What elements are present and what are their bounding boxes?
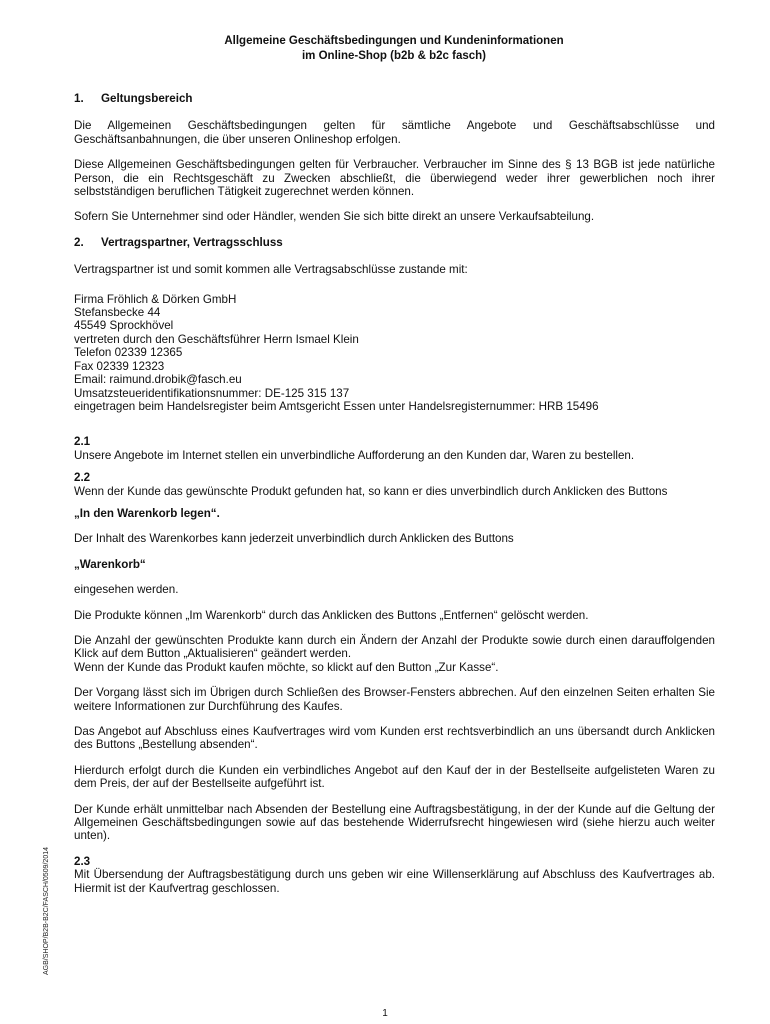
section-1-paragraph-3: Sofern Sie Unternehmer sind oder Händler, wenden Sie sich bitte direkt an unsere Verkaufsabteilung. — [74, 210, 595, 224]
confirmation-text: Der Kunde erhält unmittelbar nach Absenden der Bestellung eine Auftragsbestätigung, in der der Kunde auf die Geltung der Allgemeinen Geschäftsbedingungen sowie auf das bestehende Widerrufsrecht hingewiesen wird (siehe hierzu auch weiter unten). — [74, 802, 715, 843]
viewed-text: eingesehen werden. — [74, 583, 179, 597]
address-line: eingetragen beim Handelsregister beim Amtsgericht Essen unter Handelsregisternummer: HRB 15496 — [74, 399, 599, 413]
section-1-title: Geltungsbereich — [101, 92, 193, 105]
section-2-title: Vertragspartner, Vertragsschluss — [101, 235, 283, 249]
section-2-1-number: 2.1 — [74, 435, 91, 449]
section-2-1-text: Unsere Angebote im Internet stellen ein unverbindliche Aufforderung an den Kunden dar, Waren zu bestellen. — [74, 448, 635, 462]
section-2-intro: Vertragspartner ist und somit kommen alle Vertragsabschlüsse zustande mit: — [74, 263, 468, 277]
section-2-2-number: 2.2 — [74, 471, 91, 485]
section-1-heading — [74, 92, 715, 105]
quantity-text: Die Anzahl der gewünschten Produkte kann durch ein Ändern der Anzahl der Produkte sowie durch einen darauffolgenden Klick auf dem Button „Aktualisieren“ geändert werden. — [74, 633, 715, 661]
cart-content-text: Der Inhalt des Warenkorbes kann jederzeit unverbindlich durch Anklicken des Buttons — [74, 532, 514, 546]
section-2-2-text: Wenn der Kunde das gewünschte Produkt gefunden hat, so kann er dies unverbindlich durch Anklicken des Buttons — [74, 484, 668, 498]
title-line-1: Allgemeine Geschäftsbedingungen und Kundeninformationen — [224, 35, 564, 47]
cart-label: „Warenkorb“ — [74, 557, 146, 571]
remove-text: Die Produkte können „Im Warenkorb“ durch das Anklicken des Buttons „Entfernen“ gelöscht werden. — [74, 608, 589, 622]
section-2-heading — [74, 236, 715, 249]
section-1-number: 1. — [74, 92, 84, 105]
section-1-paragraph-1: Die Allgemeinen Geschäftsbedingungen gelten für sämtliche Angebote und Geschäftsabschlüsse und Geschäftsanbahnungen, die über unseren Onlineshop erfolgen. — [74, 119, 715, 146]
offer-text: Das Angebot auf Abschluss eines Kaufvertrages wird vom Kunden erst rechtsverbindlich an uns übersandt durch Anklicken des Buttons „Bestellung absenden“. — [74, 725, 715, 752]
cart-button-label: „In den Warenkorb legen“. — [74, 506, 220, 520]
page-number: 1 — [382, 1008, 388, 1019]
address-line: Firma Fröhlich & Dörken GmbH — [74, 292, 237, 306]
address-line: Stefansbecke 44 — [74, 306, 161, 320]
checkout-text: Wenn der Kunde das Produkt kaufen möchte, so klickt auf den Button „Zur Kasse“. — [74, 660, 499, 674]
address-line: 45549 Sprockhövel — [74, 319, 174, 333]
address-line: vertreten durch den Geschäftsführer Herrn Ismael Klein — [74, 332, 359, 346]
address-line: Telefon 02339 12365 — [74, 346, 183, 360]
address-line: Fax 02339 12323 — [74, 359, 165, 373]
section-2-3-number: 2.3 — [74, 854, 91, 868]
cancel-text: Der Vorgang lässt sich im Übrigen durch Schließen des Browser-Fensters abbrechen. Auf den einzelnen Seiten erhalten Sie weitere Informationen zur Durchführung des Kaufes. — [74, 686, 715, 713]
document-code-label: AGB/SHOP/B2B-B2C/FASCH/0509/2014 — [43, 846, 50, 975]
section-2-number: 2. — [74, 235, 84, 249]
section-2-3-text: Mit Übersendung der Auftragsbestätigung durch uns geben wir eine Willenserklärung auf Abschluss des Kaufvertrages ab. Hiermit ist der Kaufvertrag geschlossen. — [74, 868, 715, 895]
title-line-2: im Online-Shop (b2b & b2c fasch) — [301, 50, 487, 62]
section-1-paragraph-2: Diese Allgemeinen Geschäftsbedingungen gelten für Verbraucher. Verbraucher im Sinne des § 13 BGB ist jede natürliche Person, die ein Rechtsgeschäft zu Zwecken abschließt, die überwiegend weder ihrer gewerblichen noch ihrer selbstständigen beruflichen Tätigkeit zugerechnet werden können. — [74, 158, 715, 199]
address-line: Email: raimund.drobik@fasch.eu — [74, 373, 242, 387]
company-address-block — [74, 293, 715, 414]
address-line: Umsatzsteueridentifikationsnummer: DE-125 315 137 — [74, 386, 350, 400]
binding-offer-text: Hierdurch erfolgt durch die Kunden ein verbindliches Angebot auf den Kauf der in der Bestellseite aufgelisteten Waren zu dem Preis, der auf der Bestellseite aufgeführt ist. — [74, 763, 715, 791]
document-title — [74, 34, 714, 64]
document-body — [74, 92, 715, 895]
